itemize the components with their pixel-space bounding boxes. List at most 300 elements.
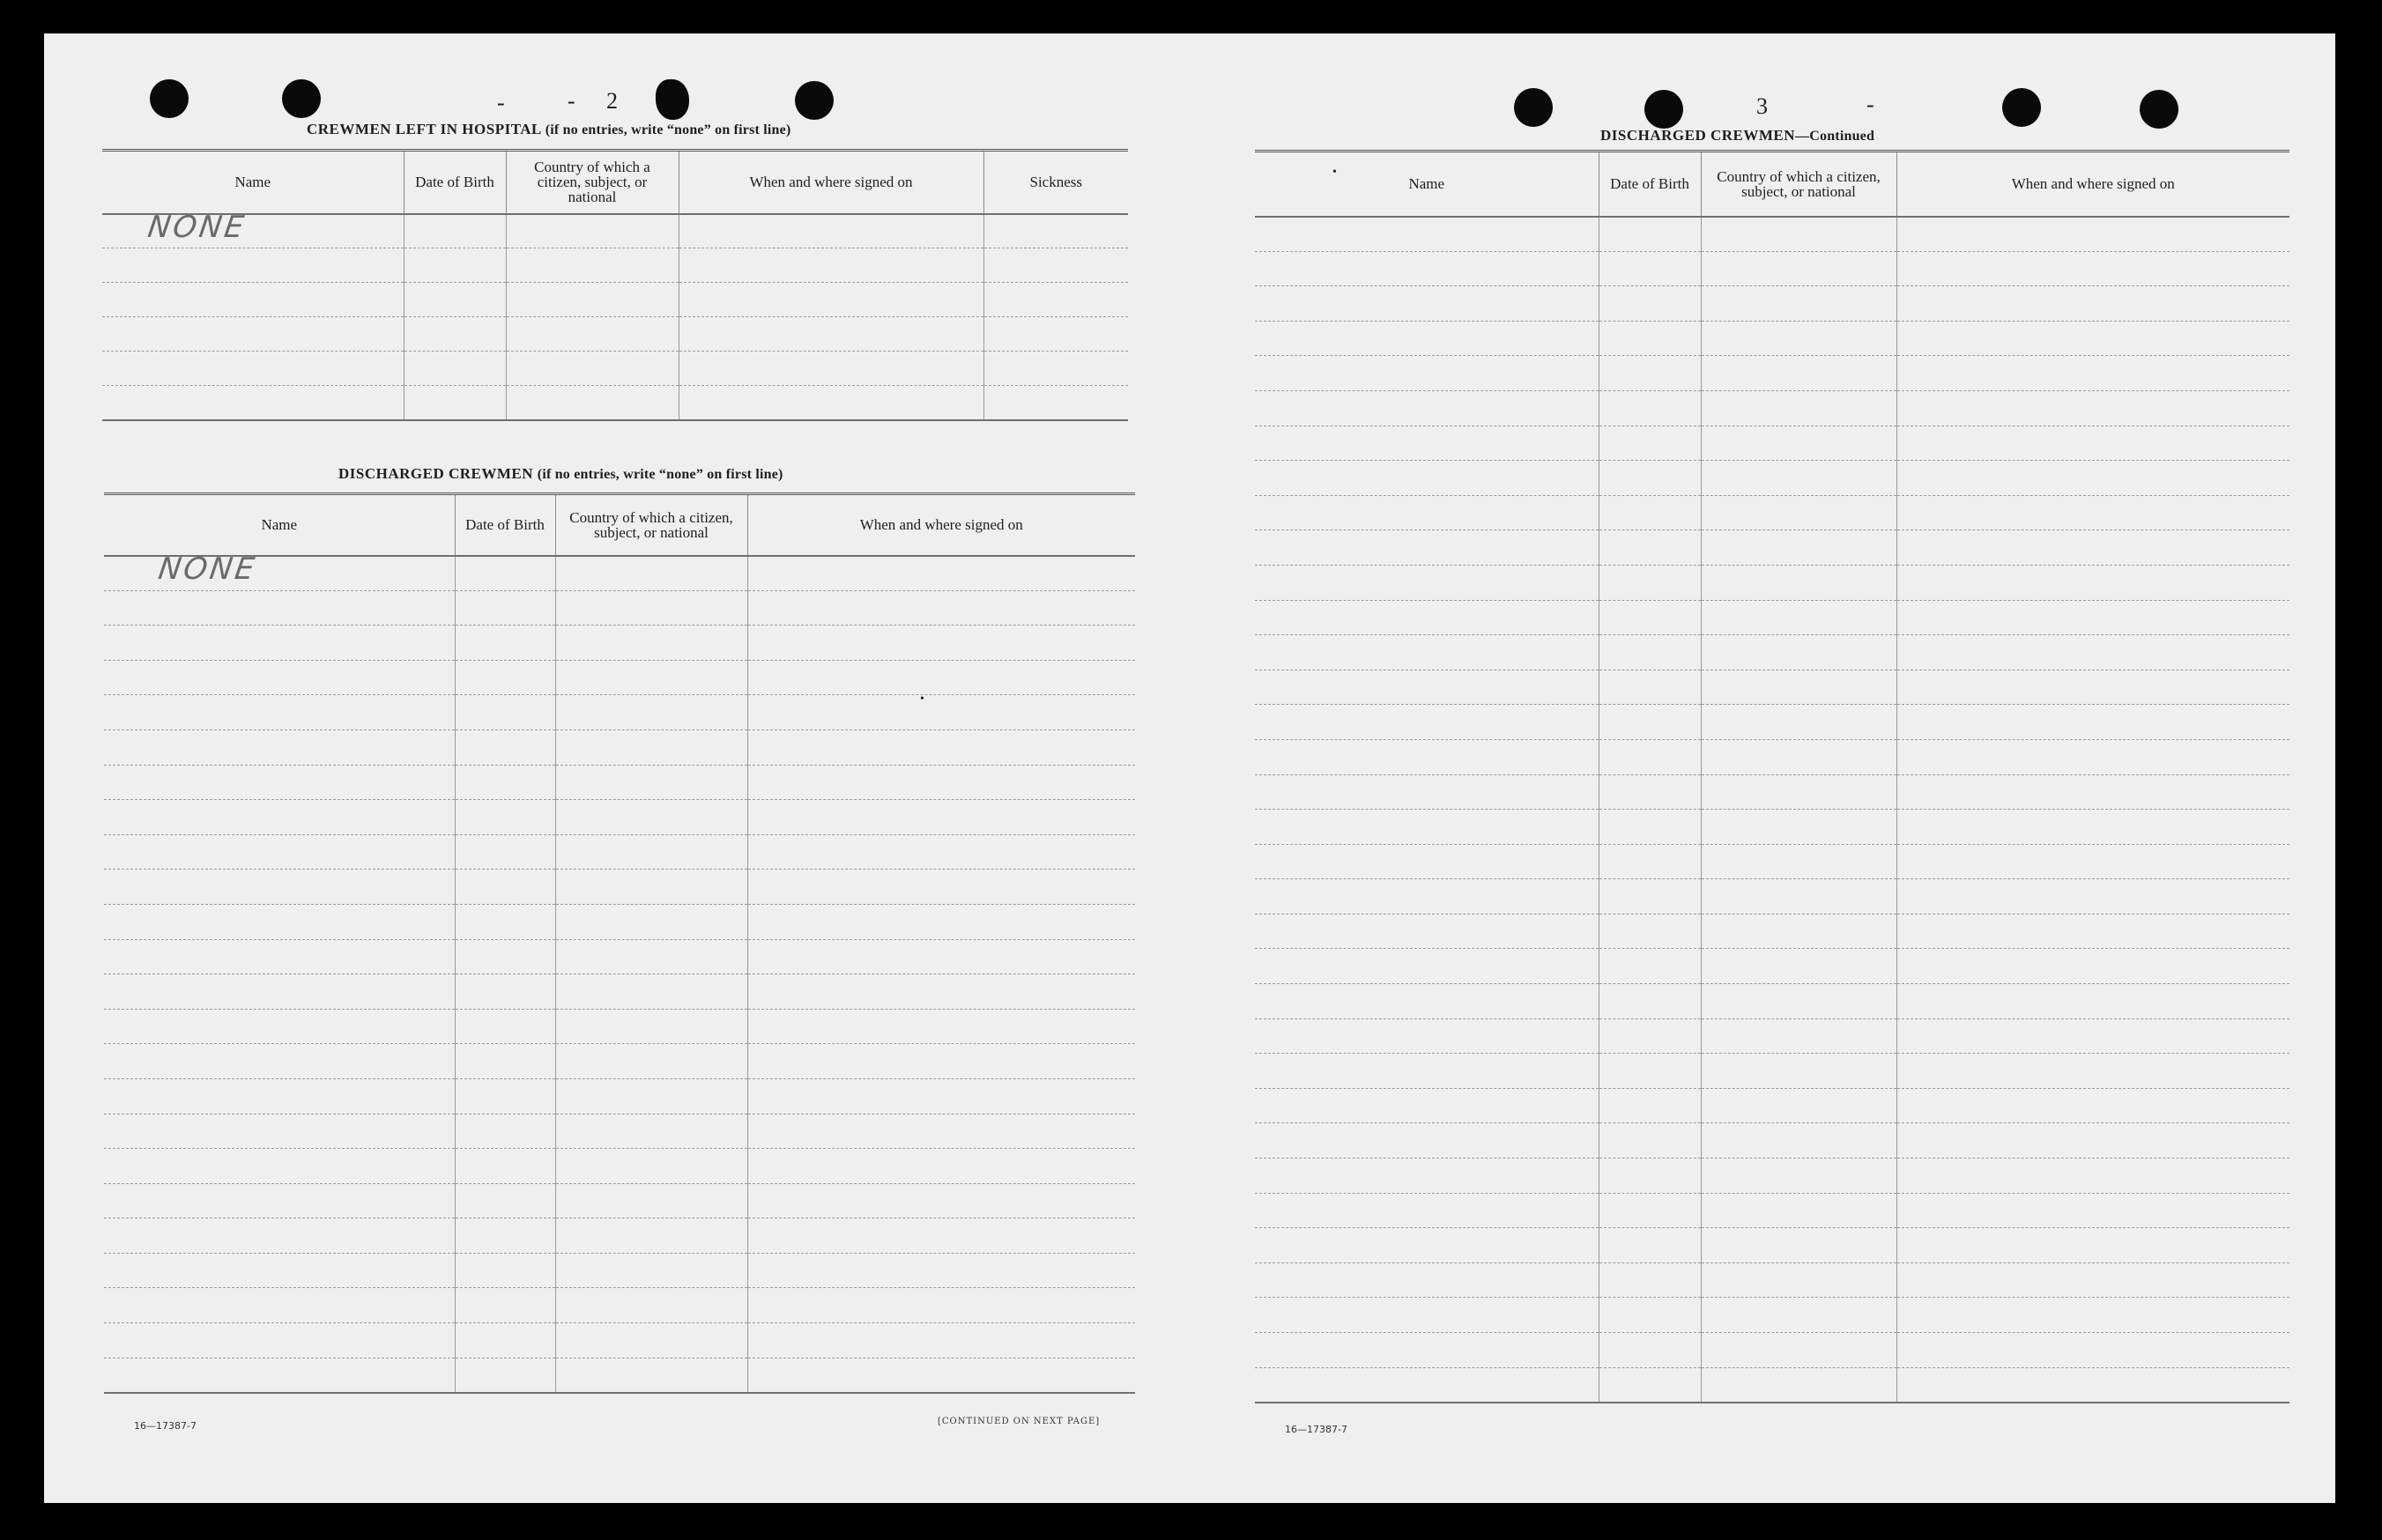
table-cell[interactable] <box>747 590 1135 626</box>
table-cell[interactable] <box>1255 1159 1599 1194</box>
table-cell[interactable] <box>555 1183 747 1218</box>
table-cell[interactable] <box>679 317 983 352</box>
table-cell[interactable] <box>1599 1193 1701 1228</box>
table-cell[interactable] <box>1255 984 1599 1019</box>
discharged-section-note: (if no entries, write “none” on first line) <box>537 467 783 482</box>
table-cell[interactable] <box>1255 251 1599 286</box>
table-row <box>104 695 1135 730</box>
table-cell[interactable] <box>455 939 555 974</box>
table-cell[interactable] <box>104 590 455 626</box>
table-cell[interactable] <box>983 283 1128 317</box>
table-cell[interactable] <box>104 695 455 730</box>
table-cell[interactable] <box>1701 426 1896 461</box>
name-cell[interactable] <box>104 551 455 591</box>
table-cell[interactable] <box>1599 321 1701 356</box>
table-cell[interactable] <box>1896 774 2289 810</box>
table-cell[interactable] <box>455 660 555 695</box>
table-cell[interactable] <box>1599 844 1701 879</box>
table-cell[interactable] <box>1599 600 1701 635</box>
table-cell[interactable] <box>506 283 679 317</box>
table-cell[interactable] <box>1599 739 1701 774</box>
table-cell[interactable] <box>104 729 455 765</box>
table-cell[interactable] <box>104 870 455 905</box>
table-cell[interactable] <box>555 939 747 974</box>
column-header-signed-on: When and where signed on <box>1896 152 2289 217</box>
table-cell[interactable] <box>1896 1298 2289 1333</box>
table-cell[interactable] <box>455 1009 555 1044</box>
table-cell[interactable] <box>555 590 747 626</box>
table-cell[interactable] <box>679 248 983 283</box>
table-cell[interactable] <box>104 904 455 939</box>
table-cell[interactable] <box>1701 1193 1896 1228</box>
table-cell[interactable] <box>506 352 679 386</box>
table-cell[interactable] <box>506 317 679 352</box>
table-cell[interactable] <box>747 660 1135 695</box>
table-cell[interactable] <box>1896 1054 2289 1089</box>
table-cell[interactable] <box>506 386 679 420</box>
table-cell[interactable] <box>1255 1333 1599 1368</box>
table-cell[interactable] <box>1896 739 2289 774</box>
table-cell[interactable] <box>1701 949 1896 984</box>
table-cell[interactable] <box>555 729 747 765</box>
table-cell[interactable] <box>404 214 506 248</box>
table-cell[interactable] <box>679 214 983 248</box>
table-cell[interactable] <box>455 974 555 1010</box>
table-cell[interactable] <box>983 214 1128 248</box>
table-cell[interactable] <box>1599 286 1701 322</box>
table-cell[interactable] <box>455 1218 555 1254</box>
table-cell[interactable] <box>1255 321 1599 356</box>
table-cell[interactable] <box>1896 461 2289 496</box>
table-cell[interactable] <box>1701 635 1896 670</box>
table-cell[interactable] <box>104 939 455 974</box>
table-cell[interactable] <box>506 214 679 248</box>
table-cell[interactable] <box>679 352 983 386</box>
table-cell[interactable] <box>747 1323 1135 1359</box>
table-cell[interactable] <box>555 1253 747 1288</box>
table-cell[interactable] <box>1896 321 2289 356</box>
table-cell[interactable] <box>1701 1123 1896 1159</box>
column-header-name: Name <box>104 494 455 556</box>
table-row <box>104 1149 1135 1184</box>
table-cell[interactable] <box>404 248 506 283</box>
table-cell[interactable] <box>1701 390 1896 426</box>
table-row <box>1255 705 2289 740</box>
table-cell[interactable] <box>1599 1054 1701 1089</box>
table-cell[interactable] <box>455 765 555 800</box>
table-row <box>104 834 1135 870</box>
table-cell[interactable] <box>1701 1298 1896 1333</box>
page-number-dash: - <box>568 88 575 114</box>
table-cell[interactable] <box>747 834 1135 870</box>
table-cell[interactable] <box>455 590 555 626</box>
table-cell[interactable] <box>1896 356 2289 391</box>
table-cell[interactable] <box>1255 461 1599 496</box>
table-row <box>1255 286 2289 322</box>
table-cell[interactable] <box>1255 390 1599 426</box>
table-cell[interactable] <box>104 1044 455 1079</box>
table-cell[interactable] <box>555 870 747 905</box>
table-cell[interactable] <box>555 1009 747 1044</box>
table-row <box>104 974 1135 1010</box>
table-cell[interactable] <box>104 834 455 870</box>
table-cell[interactable] <box>455 729 555 765</box>
table-cell[interactable] <box>555 1078 747 1114</box>
table-cell[interactable] <box>1599 495 1701 530</box>
table-cell[interactable] <box>1896 670 2289 705</box>
table-cell[interactable] <box>1599 565 1701 600</box>
table-cell[interactable] <box>1896 1159 2289 1194</box>
table-cell[interactable] <box>404 352 506 386</box>
table-cell[interactable] <box>1599 426 1701 461</box>
table-cell[interactable] <box>455 626 555 661</box>
table-cell[interactable] <box>747 904 1135 939</box>
table-cell[interactable] <box>555 1288 747 1323</box>
table-cell[interactable] <box>1701 461 1896 496</box>
table-cell[interactable] <box>455 1323 555 1359</box>
table-row <box>104 1358 1135 1393</box>
table-cell[interactable] <box>1255 879 1599 914</box>
table-row <box>104 1288 1135 1323</box>
table-cell[interactable] <box>104 800 455 835</box>
table-cell[interactable] <box>455 1358 555 1393</box>
table-cell[interactable] <box>1599 390 1701 426</box>
table-cell[interactable] <box>1896 390 2289 426</box>
table-cell[interactable] <box>1896 495 2289 530</box>
table-cell[interactable] <box>1701 217 1896 252</box>
table-cell[interactable] <box>747 1044 1135 1079</box>
table-cell[interactable] <box>1896 1123 2289 1159</box>
table-cell[interactable] <box>1599 949 1701 984</box>
table-cell[interactable] <box>104 1114 455 1149</box>
table-cell[interactable] <box>1255 949 1599 984</box>
table-cell[interactable] <box>555 695 747 730</box>
table-cell[interactable] <box>1255 426 1599 461</box>
table-cell[interactable] <box>555 1358 747 1393</box>
punch-hole <box>2140 90 2178 129</box>
table-cell[interactable] <box>1599 810 1701 845</box>
table-cell[interactable] <box>1255 217 1599 252</box>
table-row <box>104 1078 1135 1114</box>
table-cell[interactable] <box>1255 1262 1599 1298</box>
table-cell[interactable] <box>102 248 404 283</box>
table-cell[interactable] <box>555 626 747 661</box>
table-cell[interactable] <box>1896 286 2289 322</box>
table-cell[interactable] <box>1255 530 1599 566</box>
table-cell[interactable] <box>747 1183 1135 1218</box>
table-cell[interactable] <box>104 1288 455 1323</box>
table-cell[interactable] <box>1255 810 1599 845</box>
table-cell[interactable] <box>1896 600 2289 635</box>
table-cell[interactable] <box>1896 705 2289 740</box>
table-cell[interactable] <box>1701 1018 1896 1054</box>
table-cell[interactable] <box>104 974 455 1010</box>
table-cell[interactable] <box>1255 1123 1599 1159</box>
table-cell[interactable] <box>1701 739 1896 774</box>
punch-hole <box>656 79 689 120</box>
table-cell[interactable] <box>747 800 1135 835</box>
table-cell[interactable] <box>1701 1054 1896 1089</box>
table-cell[interactable] <box>555 974 747 1010</box>
table-cell[interactable] <box>455 1253 555 1288</box>
table-cell[interactable] <box>1896 810 2289 845</box>
table-cell[interactable] <box>455 870 555 905</box>
table-cell[interactable] <box>455 556 555 591</box>
table-cell[interactable] <box>1599 217 1701 252</box>
table-row <box>1255 1367 2289 1403</box>
table-cell[interactable] <box>455 1114 555 1149</box>
table-cell[interactable] <box>1896 949 2289 984</box>
table-row <box>104 660 1135 695</box>
table-cell[interactable] <box>1701 1228 1896 1263</box>
table-cell[interactable] <box>1896 1088 2289 1123</box>
table-cell[interactable] <box>102 352 404 386</box>
table-cell[interactable] <box>455 1288 555 1323</box>
table-cell[interactable] <box>747 729 1135 765</box>
table-cell[interactable] <box>1599 251 1701 286</box>
table-cell[interactable] <box>1701 356 1896 391</box>
table-cell[interactable] <box>104 660 455 695</box>
table-cell[interactable] <box>1701 774 1896 810</box>
table-row <box>1255 879 2289 914</box>
table-cell[interactable] <box>1701 286 1896 322</box>
table-cell[interactable] <box>1896 635 2289 670</box>
table-cell[interactable] <box>1896 1228 2289 1263</box>
table-cell[interactable] <box>1599 1262 1701 1298</box>
table-cell[interactable] <box>1896 844 2289 879</box>
table-cell[interactable] <box>455 800 555 835</box>
table-cell[interactable] <box>104 1009 455 1044</box>
table-cell[interactable] <box>555 1323 747 1359</box>
table-cell[interactable] <box>1701 810 1896 845</box>
table-cell[interactable] <box>1701 600 1896 635</box>
table-cell[interactable] <box>1701 879 1896 914</box>
table-cell[interactable] <box>1701 705 1896 740</box>
table-cell[interactable] <box>1701 844 1896 879</box>
table-cell[interactable] <box>983 317 1128 352</box>
table-row <box>1255 321 2289 356</box>
table-cell[interactable] <box>555 1149 747 1184</box>
table-cell[interactable] <box>747 1253 1135 1288</box>
table-cell[interactable] <box>1599 670 1701 705</box>
table-cell[interactable] <box>1701 1333 1896 1368</box>
table-cell[interactable] <box>455 1078 555 1114</box>
table-cell[interactable] <box>1701 321 1896 356</box>
table-cell[interactable] <box>747 870 1135 905</box>
punch-hole <box>150 79 189 118</box>
column-header-country: Country of which a citizen, subject, or national <box>1701 152 1896 217</box>
table-cell[interactable] <box>1255 1088 1599 1123</box>
table-cell[interactable] <box>747 626 1135 661</box>
table-cell[interactable] <box>1599 1228 1701 1263</box>
table-cell[interactable] <box>1255 1228 1599 1263</box>
table-row <box>104 765 1135 800</box>
table-cell[interactable] <box>679 283 983 317</box>
table-cell[interactable] <box>1599 984 1701 1019</box>
table-cell[interactable] <box>747 974 1135 1010</box>
table-cell[interactable] <box>1255 565 1599 600</box>
table-cell[interactable] <box>104 626 455 661</box>
table-cell[interactable] <box>1701 670 1896 705</box>
table-cell[interactable] <box>1255 1193 1599 1228</box>
table-cell[interactable] <box>1896 984 2289 1019</box>
table-cell[interactable] <box>1896 426 2289 461</box>
table-cell[interactable] <box>555 765 747 800</box>
table-row <box>1255 390 2289 426</box>
table-cell[interactable] <box>1896 1262 2289 1298</box>
table-cell[interactable] <box>1255 705 1599 740</box>
table-row <box>1255 217 2289 252</box>
table-cell[interactable] <box>506 248 679 283</box>
column-header-sickness: Sickness <box>983 151 1128 214</box>
table-row <box>1255 461 2289 496</box>
table-cell[interactable] <box>1255 600 1599 635</box>
table-cell[interactable] <box>747 1009 1135 1044</box>
table-cell[interactable] <box>1896 1193 2289 1228</box>
column-header-name: Name <box>102 151 404 214</box>
table-cell[interactable] <box>104 1218 455 1254</box>
table-cell[interactable] <box>555 800 747 835</box>
table-cell[interactable] <box>555 556 747 591</box>
table-cell[interactable] <box>1255 844 1599 879</box>
table-cell[interactable] <box>1255 495 1599 530</box>
table-row <box>1255 426 2289 461</box>
table-cell[interactable] <box>555 1114 747 1149</box>
table-row <box>104 1009 1135 1044</box>
table-cell[interactable] <box>1599 356 1701 391</box>
table-cell[interactable] <box>1599 1088 1701 1123</box>
column-header-signed-on: When and where signed on <box>679 151 983 214</box>
table-cell[interactable] <box>1599 1159 1701 1194</box>
table-cell[interactable] <box>1896 251 2289 286</box>
table-cell[interactable] <box>455 1149 555 1184</box>
table-cell[interactable] <box>1896 530 2289 566</box>
table-cell[interactable] <box>404 386 506 420</box>
table-cell[interactable] <box>1599 774 1701 810</box>
table-cell[interactable] <box>1599 1333 1701 1368</box>
table-cell[interactable] <box>555 904 747 939</box>
table-cell[interactable] <box>1599 1123 1701 1159</box>
table-cell[interactable] <box>1599 1367 1701 1403</box>
table-cell[interactable] <box>1896 217 2289 252</box>
table-cell[interactable] <box>1701 1088 1896 1123</box>
table-cell[interactable] <box>455 834 555 870</box>
table-cell[interactable] <box>1255 1367 1599 1403</box>
table-cell[interactable] <box>1255 774 1599 810</box>
table-cell[interactable] <box>1599 879 1701 914</box>
table-cell[interactable] <box>555 660 747 695</box>
table-cell[interactable] <box>1599 635 1701 670</box>
table-row <box>1255 1159 2289 1194</box>
table-cell[interactable] <box>1255 670 1599 705</box>
table-cell[interactable] <box>1701 251 1896 286</box>
table-cell[interactable] <box>102 386 404 420</box>
table-cell[interactable] <box>404 317 506 352</box>
table-cell[interactable] <box>1896 565 2289 600</box>
hospital-section-note: (if no entries, write “none” on first line) <box>545 122 791 137</box>
table-cell[interactable] <box>104 1358 455 1393</box>
punch-hole <box>795 81 834 120</box>
form-code: 16—17387-7 <box>134 1420 197 1432</box>
column-header-signed-on: When and where signed on <box>747 494 1135 556</box>
table-cell[interactable] <box>983 386 1128 420</box>
table-cell[interactable] <box>1255 286 1599 322</box>
table-cell[interactable] <box>1896 914 2289 949</box>
table-cell[interactable] <box>455 1183 555 1218</box>
table-cell[interactable] <box>455 1044 555 1079</box>
table-cell[interactable] <box>1599 461 1701 496</box>
table-cell[interactable] <box>104 1078 455 1114</box>
table-cell[interactable] <box>1701 914 1896 949</box>
table-cell[interactable] <box>102 317 404 352</box>
table-cell[interactable] <box>404 283 506 317</box>
table-cell[interactable] <box>1896 1333 2289 1368</box>
table-cell[interactable] <box>1896 879 2289 914</box>
table-cell[interactable] <box>983 248 1128 283</box>
table-cell[interactable] <box>747 1358 1135 1393</box>
table-cell[interactable] <box>104 1253 455 1288</box>
table-cell[interactable] <box>455 695 555 730</box>
table-cell[interactable] <box>1599 914 1701 949</box>
table-cell[interactable] <box>1701 1367 1896 1403</box>
table-row <box>1255 1228 2289 1263</box>
table-cell[interactable] <box>104 1323 455 1359</box>
name-cell[interactable] <box>102 209 404 248</box>
table-cell[interactable] <box>747 1078 1135 1114</box>
table-cell[interactable] <box>104 1149 455 1184</box>
table-cell[interactable] <box>1255 1054 1599 1089</box>
table-cell[interactable] <box>555 1218 747 1254</box>
table-cell[interactable] <box>747 1218 1135 1254</box>
table-cell[interactable] <box>1701 1262 1896 1298</box>
table-cell[interactable] <box>102 283 404 317</box>
table-cell[interactable] <box>747 695 1135 730</box>
table-cell[interactable] <box>1255 914 1599 949</box>
table-cell[interactable] <box>1896 1018 2289 1054</box>
table-cell[interactable] <box>1599 1018 1701 1054</box>
table-cell[interactable] <box>747 556 1135 591</box>
table-cell[interactable] <box>1896 1367 2289 1403</box>
table-cell[interactable] <box>679 386 983 420</box>
table-cell[interactable] <box>1599 1298 1701 1333</box>
table-cell[interactable] <box>1599 530 1701 566</box>
table-cell[interactable] <box>1255 739 1599 774</box>
table-cell[interactable] <box>747 1288 1135 1323</box>
table-cell[interactable] <box>555 1044 747 1079</box>
table-cell[interactable] <box>104 765 455 800</box>
table-cell[interactable] <box>747 765 1135 800</box>
table-cell[interactable] <box>1701 495 1896 530</box>
table-cell[interactable] <box>104 1183 455 1218</box>
handwritten-entry: NONE <box>145 209 249 245</box>
table-cell[interactable] <box>747 939 1135 974</box>
table-cell[interactable] <box>1255 356 1599 391</box>
page-number: 2 <box>606 88 618 114</box>
table-cell[interactable] <box>747 1149 1135 1184</box>
table-cell[interactable] <box>1701 565 1896 600</box>
table-cell[interactable] <box>455 904 555 939</box>
table-cell[interactable] <box>1701 530 1896 566</box>
table-cell[interactable] <box>1255 1018 1599 1054</box>
table-cell[interactable] <box>983 352 1128 386</box>
table-cell[interactable] <box>747 1114 1135 1149</box>
table-cell[interactable] <box>1255 635 1599 670</box>
table-cell[interactable] <box>1701 984 1896 1019</box>
table-cell[interactable] <box>1701 1159 1896 1194</box>
table-cell[interactable] <box>555 834 747 870</box>
table-cell[interactable] <box>1255 1298 1599 1333</box>
table-cell[interactable] <box>1599 705 1701 740</box>
